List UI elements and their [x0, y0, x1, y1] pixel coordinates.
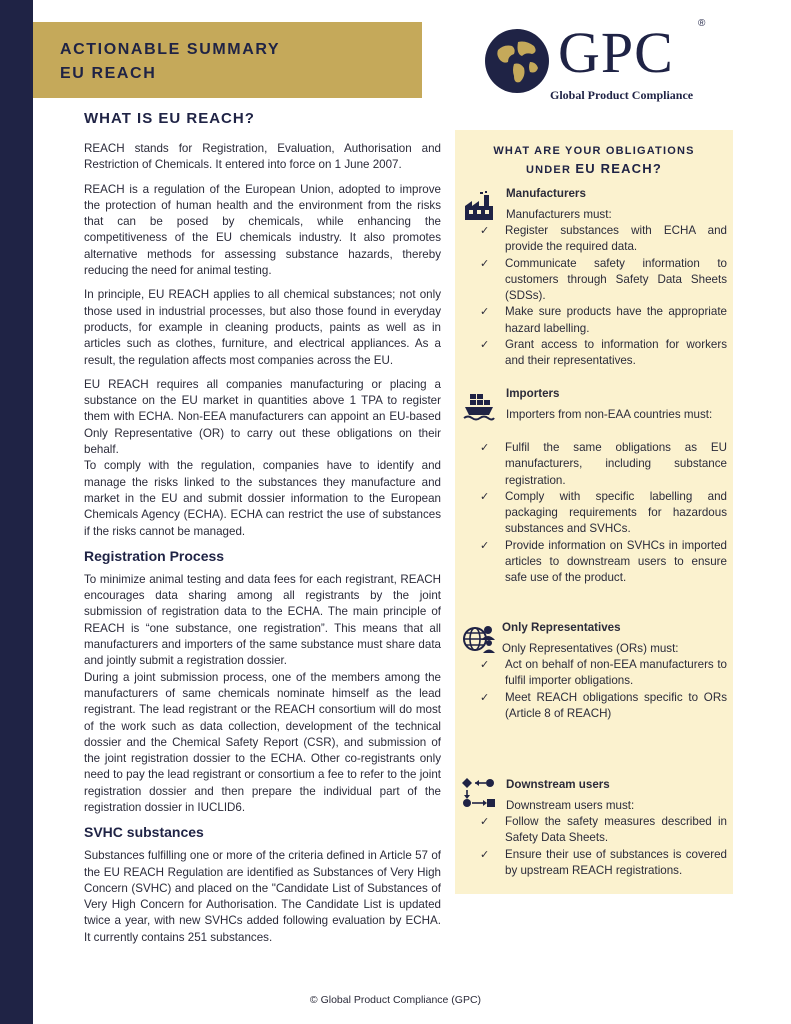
- globe-people-icon: [462, 622, 496, 656]
- logo-tagline: Global Product Compliance: [550, 88, 694, 102]
- check-icon: ✓: [480, 339, 490, 352]
- sidebar-title: [455, 142, 733, 179]
- list-item: ✓ Communicate safety information to customers through Safety Data Sheets (SDSs).: [480, 256, 727, 303]
- title-line-2: EU REACH: [60, 65, 157, 82]
- check-icon: ✓: [480, 442, 490, 454]
- paragraph: Substances fulfilling one or more of the criteria defined in Article 57 of the EU REACH Regulation are identified as Substances of Very High Concern (SVHC) and placed on the "Candidate List of Substances of Very High Concern for Authorisation. The Candidate List is updated twice a year, with new SVHCs added following evaluation by ECHA. It currently contains 251 substances.: [84, 849, 441, 944]
- importers-list: [480, 440, 727, 587]
- manufacturers-heading: Manufacturers: [506, 187, 586, 200]
- factory-icon: [462, 190, 496, 224]
- list-item: ✓ Grant access to information for workers and their representatives.: [480, 338, 727, 368]
- paragraph: In principle, EU REACH applies to all chemical substances; not only those used in industrial processes, but also those found in everyday products, for example in cleaning products, paints as well as in articles such as clothes, furniture, and electrical appliances. As a result, the regulation affects most companies across the EU.: [84, 288, 441, 367]
- check-icon: ✓: [480, 539, 490, 552]
- paragraph: REACH stands for Registration, Evaluation, Authorisation and Restriction of Chemicals. It entered into force on 1 June 2007.: [84, 142, 441, 172]
- obligations-sidebar: [455, 130, 733, 894]
- gpc-logo: [484, 18, 724, 108]
- list-item: ✓ Act on behalf of non-EEA manufacturers to fulfil importer obligations.: [480, 658, 727, 688]
- paragraph: REACH is a regulation of the European Union, adopted to improve the protection of human health and the environment from the risks that can be posed by chemicals, while enhancing the competitiveness of the EU chemicals industry. It also promotes alternative methods for assessing substance hazards, thereby reducing the need for animal testing.: [84, 182, 441, 278]
- cargo-ship-icon: [462, 390, 496, 424]
- svhc-heading: SVHC substances: [84, 824, 204, 841]
- importers-heading: Importers: [506, 387, 560, 400]
- manufacturers-intro: Manufacturers must:: [506, 208, 612, 221]
- left-accent-bar: [0, 0, 33, 1024]
- title-line-1: ACTIONABLE SUMMARY: [60, 41, 281, 58]
- only-representatives-list: [480, 657, 727, 722]
- paragraph: During a joint submission process, one of the members among the manufacturers of same chemicals nominate himself as the lead registrant. The lead registrant or the REACH consortium will do most of the work such as data collection, development of the technical dossier and the Chemical Safety Report (CSR), and submission of the joint registration dossier to the ECHA. Other co-registrants only need to pay the lead registrant or consortium a fee to refer to the joint registration dossier and then prepare the individual part of the registration dossier in IUCLID6.: [84, 670, 441, 814]
- only-representatives-heading: Only Representatives: [502, 621, 621, 634]
- sidebar-title-under: UNDER: [525, 164, 576, 176]
- list-item: ✓ Comply with specific labelling and packaging requirements for hazardous substances and SVHCs.: [480, 489, 727, 536]
- downstream-users-intro: Downstream users must:: [506, 799, 635, 812]
- downstream-users-list: [480, 814, 727, 879]
- paragraph: EU REACH requires all companies manufacturing or placing a substance on the EU market in quantities above 1 TPA to register them with ECHA. Non-EEA manufacturers can appoint an EU-based Only Representative (OR) to carry out these obligations on their behalf.: [84, 377, 441, 457]
- main-column: [84, 110, 441, 954]
- downstream-users-heading: Downstream users: [506, 778, 610, 791]
- title-banner: [33, 22, 422, 98]
- check-icon: ✓: [480, 816, 490, 828]
- paragraph: To comply with the regulation, companies have to identify and manage the risks linked to the substances they manufacture and market in the EU and submit dossier information to the European Chemicals Agency (ECHA). ECHA can restrict the use of substances if the risks cannot be managed.: [84, 459, 441, 538]
- list-item: ✓ Make sure products have the appropriate hazard labelling.: [480, 305, 727, 335]
- workflow-icon: [462, 774, 496, 808]
- registered-mark: ®: [698, 18, 706, 29]
- only-representatives-intro: Only Representatives (ORs) must:: [502, 642, 679, 655]
- sidebar-title-line-2: [455, 160, 733, 179]
- check-icon: ✓: [480, 659, 490, 671]
- list-item: ✓ Follow the safety measures described in Safety Data Sheets.: [480, 815, 727, 845]
- list-item: ✓ Fulfil the same obligations as EU manufacturers, including substance registration.: [480, 441, 727, 487]
- list-item: ✓ Ensure their use of substances is covered by upstream REACH registrations.: [480, 847, 727, 877]
- check-icon: ✓: [480, 257, 490, 270]
- importers-intro: Importers from non-EAA countries must:: [506, 408, 713, 421]
- globe-icon: [484, 28, 550, 94]
- check-icon: ✓: [480, 225, 490, 237]
- sidebar-title-eu-reach: EU REACH?: [575, 161, 662, 176]
- list-item: ✓ Provide information on SVHCs in imported articles to downstream users to ensure safe use of the product.: [480, 538, 727, 585]
- sidebar-title-line-1: WHAT ARE YOUR OBLIGATIONS: [493, 145, 695, 157]
- list-item: ✓ Register substances with ECHA and provide the required data.: [480, 224, 727, 254]
- what-is-heading: WHAT IS EU REACH?: [84, 110, 255, 127]
- paragraph: To minimize animal testing and data fees for each registrant, REACH encourages data sharing among all registrants by the joint submission of registration data to the ECHA. The main principle of REACH is “one substance, one registration”. This means that all manufacturers and importers of the same substance must share data and jointly submit a registration dossier.: [84, 572, 441, 668]
- check-icon: ✓: [480, 490, 490, 503]
- manufacturers-list: [480, 223, 727, 370]
- check-icon: ✓: [480, 848, 490, 861]
- check-icon: ✓: [480, 691, 490, 704]
- logo-wordmark: GPC: [558, 20, 674, 85]
- list-item: ✓ Meet REACH obligations specific to ORs (Article 8 of REACH): [480, 690, 727, 720]
- registration-heading: Registration Process: [84, 547, 225, 564]
- check-icon: ✓: [480, 306, 490, 319]
- footer-copyright: © Global Product Compliance (GPC): [309, 994, 482, 1006]
